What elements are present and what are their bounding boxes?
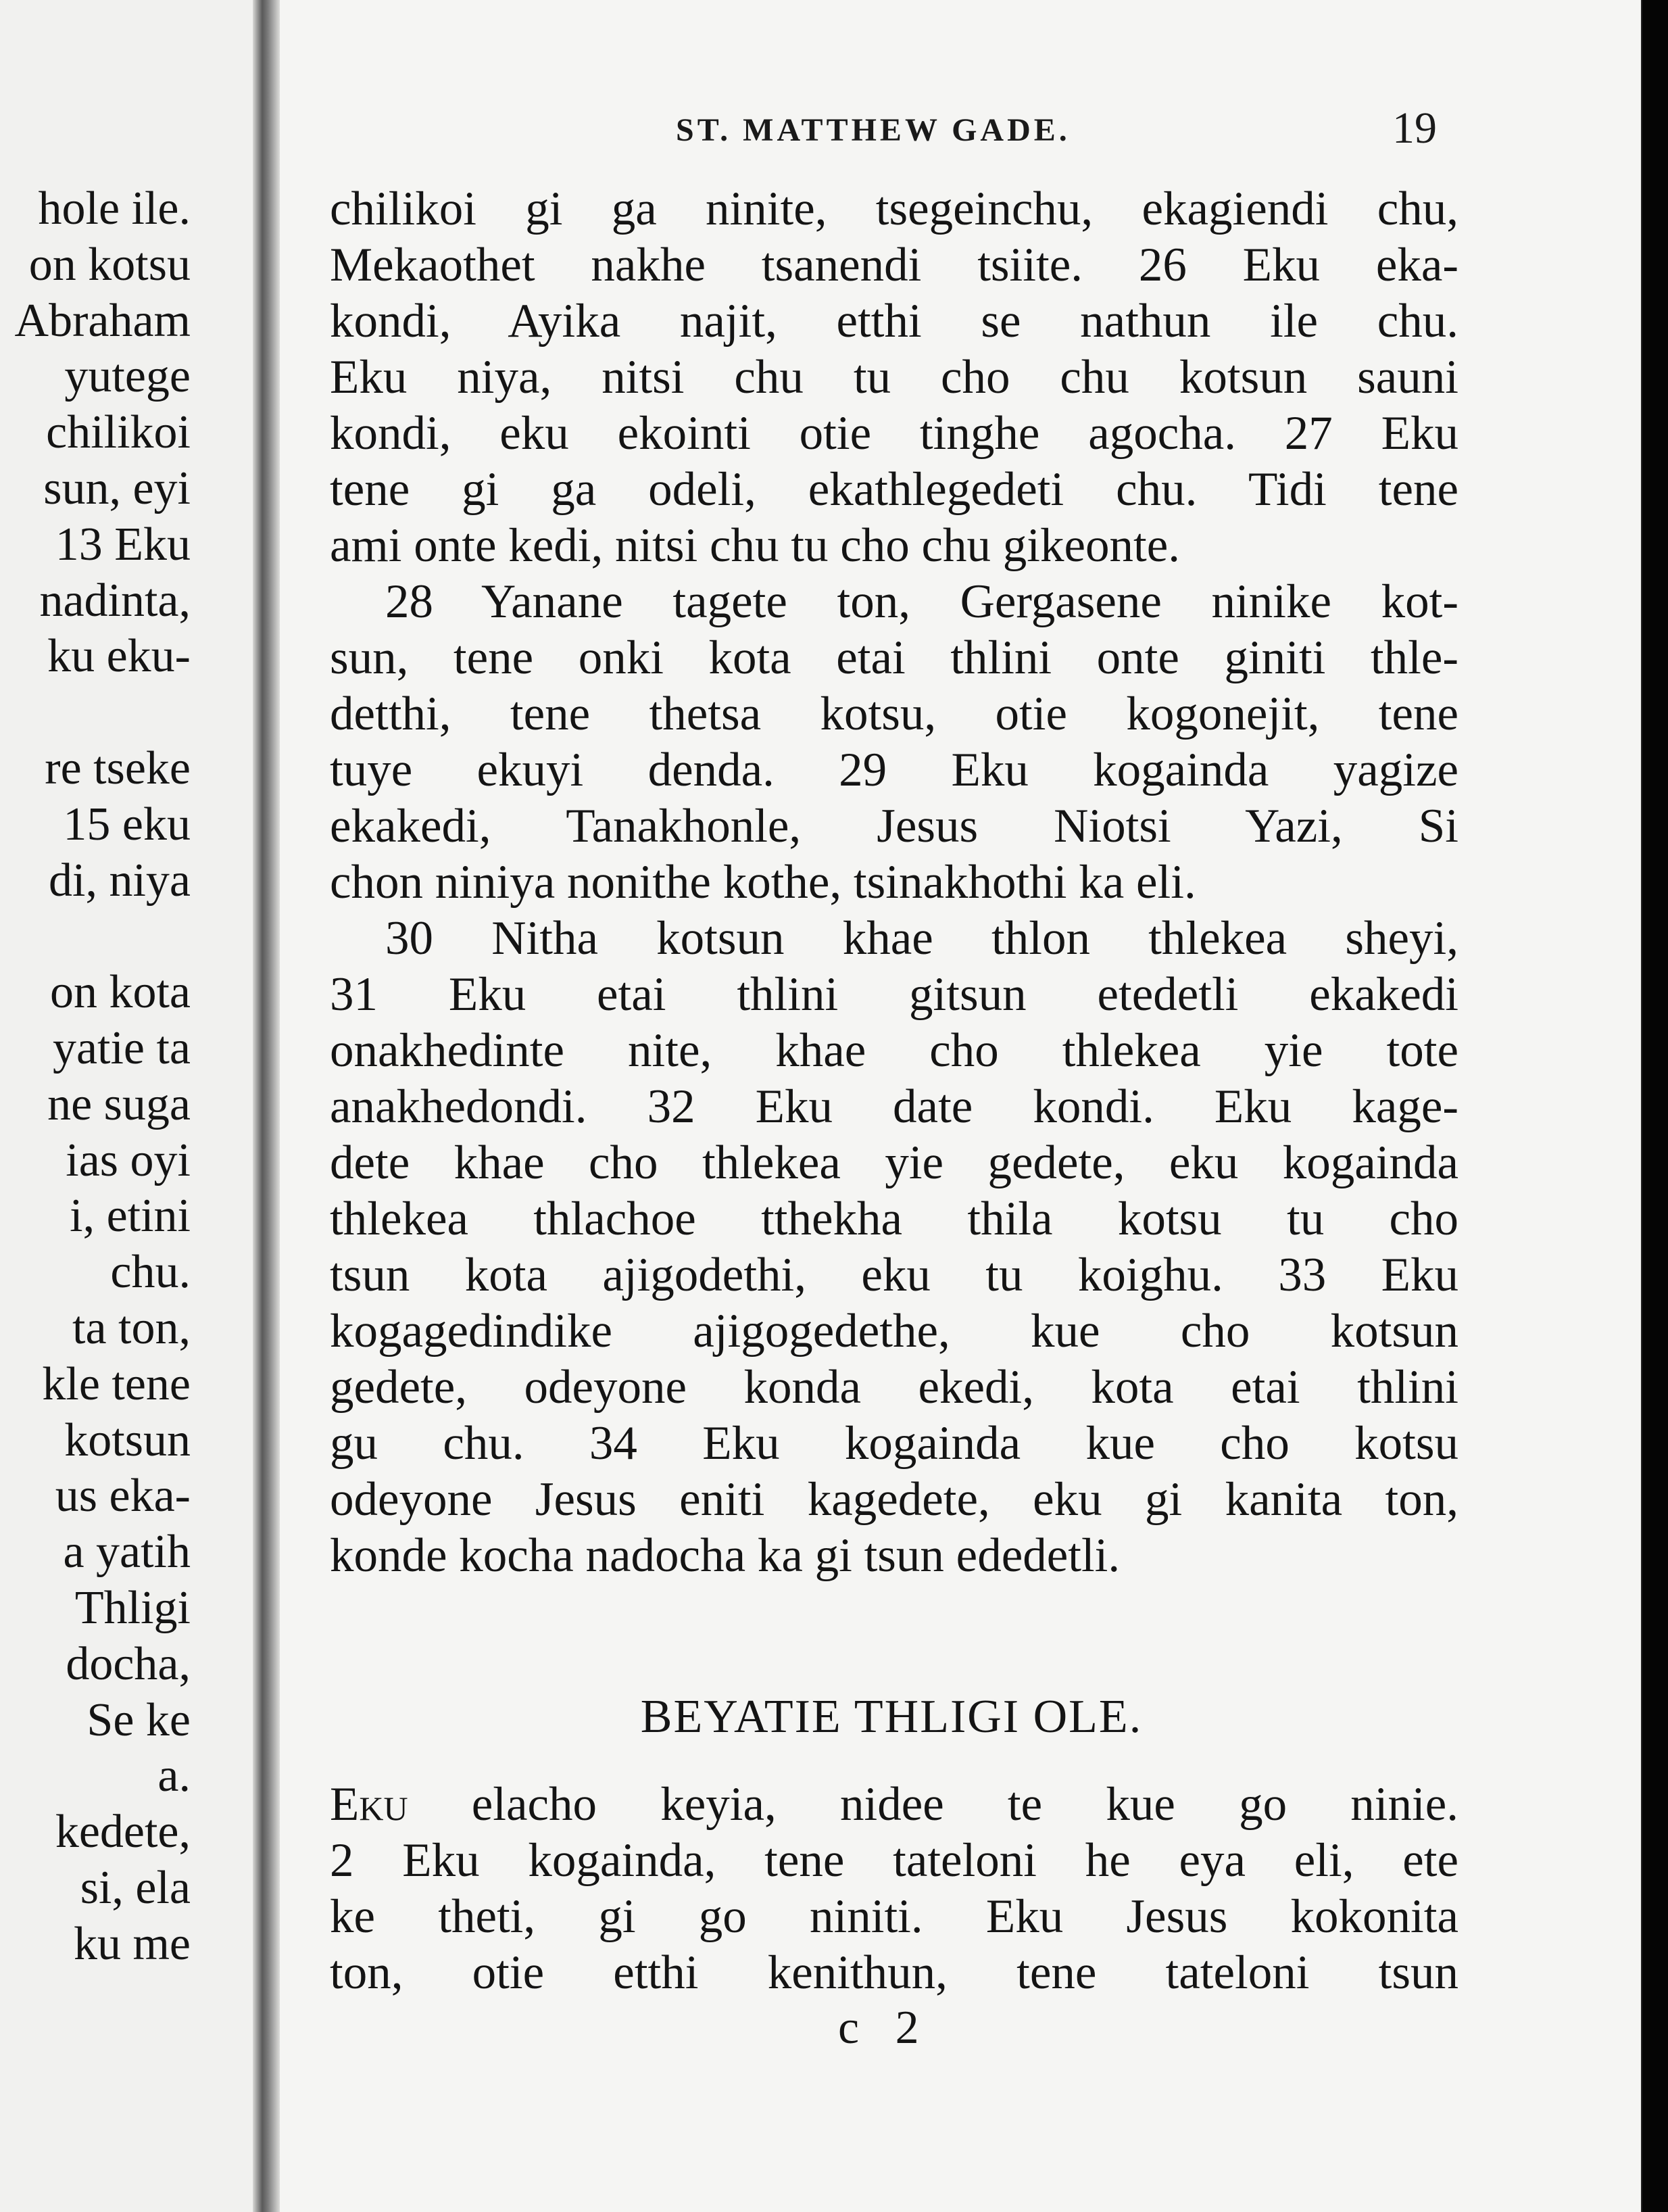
left-page-line: i, etini — [70, 1190, 191, 1243]
left-page — [0, 0, 264, 2212]
section-first-line — [330, 1777, 1458, 1833]
left-page-line: hole ile. — [38, 183, 191, 235]
left-page-line — [0, 685, 191, 741]
left-page-line: re tseke — [45, 742, 191, 794]
left-page-line: a. — [157, 1750, 191, 1802]
text-line: kondi, Ayika najit, etthi se nathun ile chu. — [330, 295, 1458, 347]
left-page-line: ias oyi — [66, 1134, 191, 1186]
text-line: 28 Yanane tagete ton, Gergasene ninike kot- — [385, 575, 1458, 628]
left-page-line — [0, 909, 191, 965]
left-page-line: si, ela — [80, 1861, 191, 1914]
text-line: thlekea thlachoe tthekha thila kotsu tu cho — [330, 1193, 1458, 1245]
left-page-line: Se ke — [87, 1693, 191, 1746]
scan-border — [1642, 0, 1668, 2212]
left-page-line: ku me — [73, 1917, 191, 1970]
running-title: ST. MATTHEW GADE. — [676, 112, 1071, 148]
left-page-line: a yatih — [63, 1526, 191, 1579]
left-page-line: sun, eyi — [43, 462, 191, 514]
left-page-line: chu. — [110, 1246, 191, 1299]
text-line: 30 Nitha kotsun khae thlon thlekea sheyi, — [385, 912, 1458, 965]
text-line: ton, otie etthi kenithun, tene tateloni tsun — [330, 1946, 1458, 1999]
left-page-line: yutege — [64, 350, 191, 403]
left-page-line: yatie ta — [52, 1021, 191, 1074]
text-line: gu chu. 34 Eku kogainda kue cho kotsu — [330, 1417, 1458, 1470]
left-page-text — [0, 181, 191, 1973]
text-line: Eku niya, nitsi chu tu cho chu kotsun sauni — [330, 351, 1458, 404]
text-line: ke theti, gi go niniti. Eku Jesus kokonita — [330, 1890, 1458, 1943]
left-page-line: kedete, — [55, 1806, 191, 1858]
left-page-line: kle tene — [42, 1357, 191, 1410]
text-line: tene gi ga odeli, ekathlegedeti chu. Tidi tene — [330, 463, 1458, 516]
left-page-line: ne suga — [47, 1078, 191, 1130]
left-page-line: on kotsu — [28, 238, 191, 291]
text-line: Mekaothet nakhe tsanendi tsiite. 26 Eku eka- — [330, 239, 1458, 291]
text-line: 31 Eku etai thlini gitsun etedetli ekakedi — [330, 968, 1458, 1021]
body-text — [330, 181, 1458, 1584]
left-page-line: docha, — [66, 1637, 191, 1690]
section-title: BEYATIE THLIGI OLE. — [640, 1691, 1143, 1743]
left-page-line: 15 eku — [63, 798, 191, 850]
left-page-line: chilikoi — [46, 406, 191, 459]
text-line: kogagedindike ajigogedethe, kue cho kotsun — [330, 1305, 1458, 1357]
left-page-line: nadinta, — [39, 574, 191, 627]
text-line: 2 Eku kogainda, tene tateloni he eya eli, ete — [330, 1834, 1458, 1887]
text-line: dete khae cho thlekea yie gedete, eku kogainda — [330, 1136, 1458, 1189]
text-line: ekakedi, Tanakhonle, Jesus Niotsi Yazi, Si — [330, 800, 1458, 852]
page-number: 19 — [1392, 103, 1437, 153]
first-line-rest: elacho keyia, nidee te kue go ninie. — [408, 1778, 1458, 1831]
text-line: detthi, tene thetsa kotsu, otie kogonejit, tene — [330, 688, 1458, 740]
left-page-line: di, niya — [49, 854, 191, 907]
left-page-line: Thligi — [74, 1581, 191, 1634]
text-line: kondi, eku ekointi otie tinghe agocha. 27 Eku — [330, 407, 1458, 460]
text-line: onakhedinte nite, khae cho thlekea yie tote — [330, 1024, 1458, 1077]
text-line: konde kocha nadocha ka gi tsun ededetli. — [330, 1529, 1121, 1582]
left-page-line: us eka- — [55, 1470, 191, 1522]
drop-word: Eku — [330, 1778, 408, 1831]
text-line: tsun kota ajigodethi, eku tu koighu. 33 Eku — [330, 1249, 1458, 1301]
text-line: chilikoi gi ga ninite, tsegeinchu, ekagiendi chu, — [330, 183, 1458, 235]
text-line: odeyone Jesus eniti kagedete, eku gi kanita ton, — [330, 1473, 1458, 1526]
text-line: tuye ekuyi denda. 29 Eku kogainda yagize — [330, 744, 1458, 796]
signature-mark: c 2 — [838, 2002, 931, 2054]
text-line: chon niniya nonithe kothe, tsinakhothi ka eli. — [330, 856, 1196, 909]
text-line: ami onte kedi, nitsi chu tu cho chu gikeonte. — [330, 519, 1180, 572]
left-page-line: ku eku- — [47, 630, 191, 683]
left-page-line: on kota — [49, 966, 191, 1019]
section-body-text — [330, 1777, 1458, 2001]
text-line: sun, tene onki kota etai thlini onte giniti thle- — [330, 631, 1458, 684]
left-page-line: Abraham — [14, 294, 191, 347]
text-line: gedete, odeyone konda ekedi, kota etai thlini — [330, 1361, 1458, 1414]
text-line: anakhedondi. 32 Eku date kondi. Eku kage- — [330, 1080, 1458, 1133]
left-page-line: ta ton, — [72, 1301, 191, 1354]
book-gutter — [253, 0, 280, 2212]
left-page-line: kotsun — [64, 1414, 191, 1466]
left-page-line: 13 Eku — [55, 518, 191, 571]
